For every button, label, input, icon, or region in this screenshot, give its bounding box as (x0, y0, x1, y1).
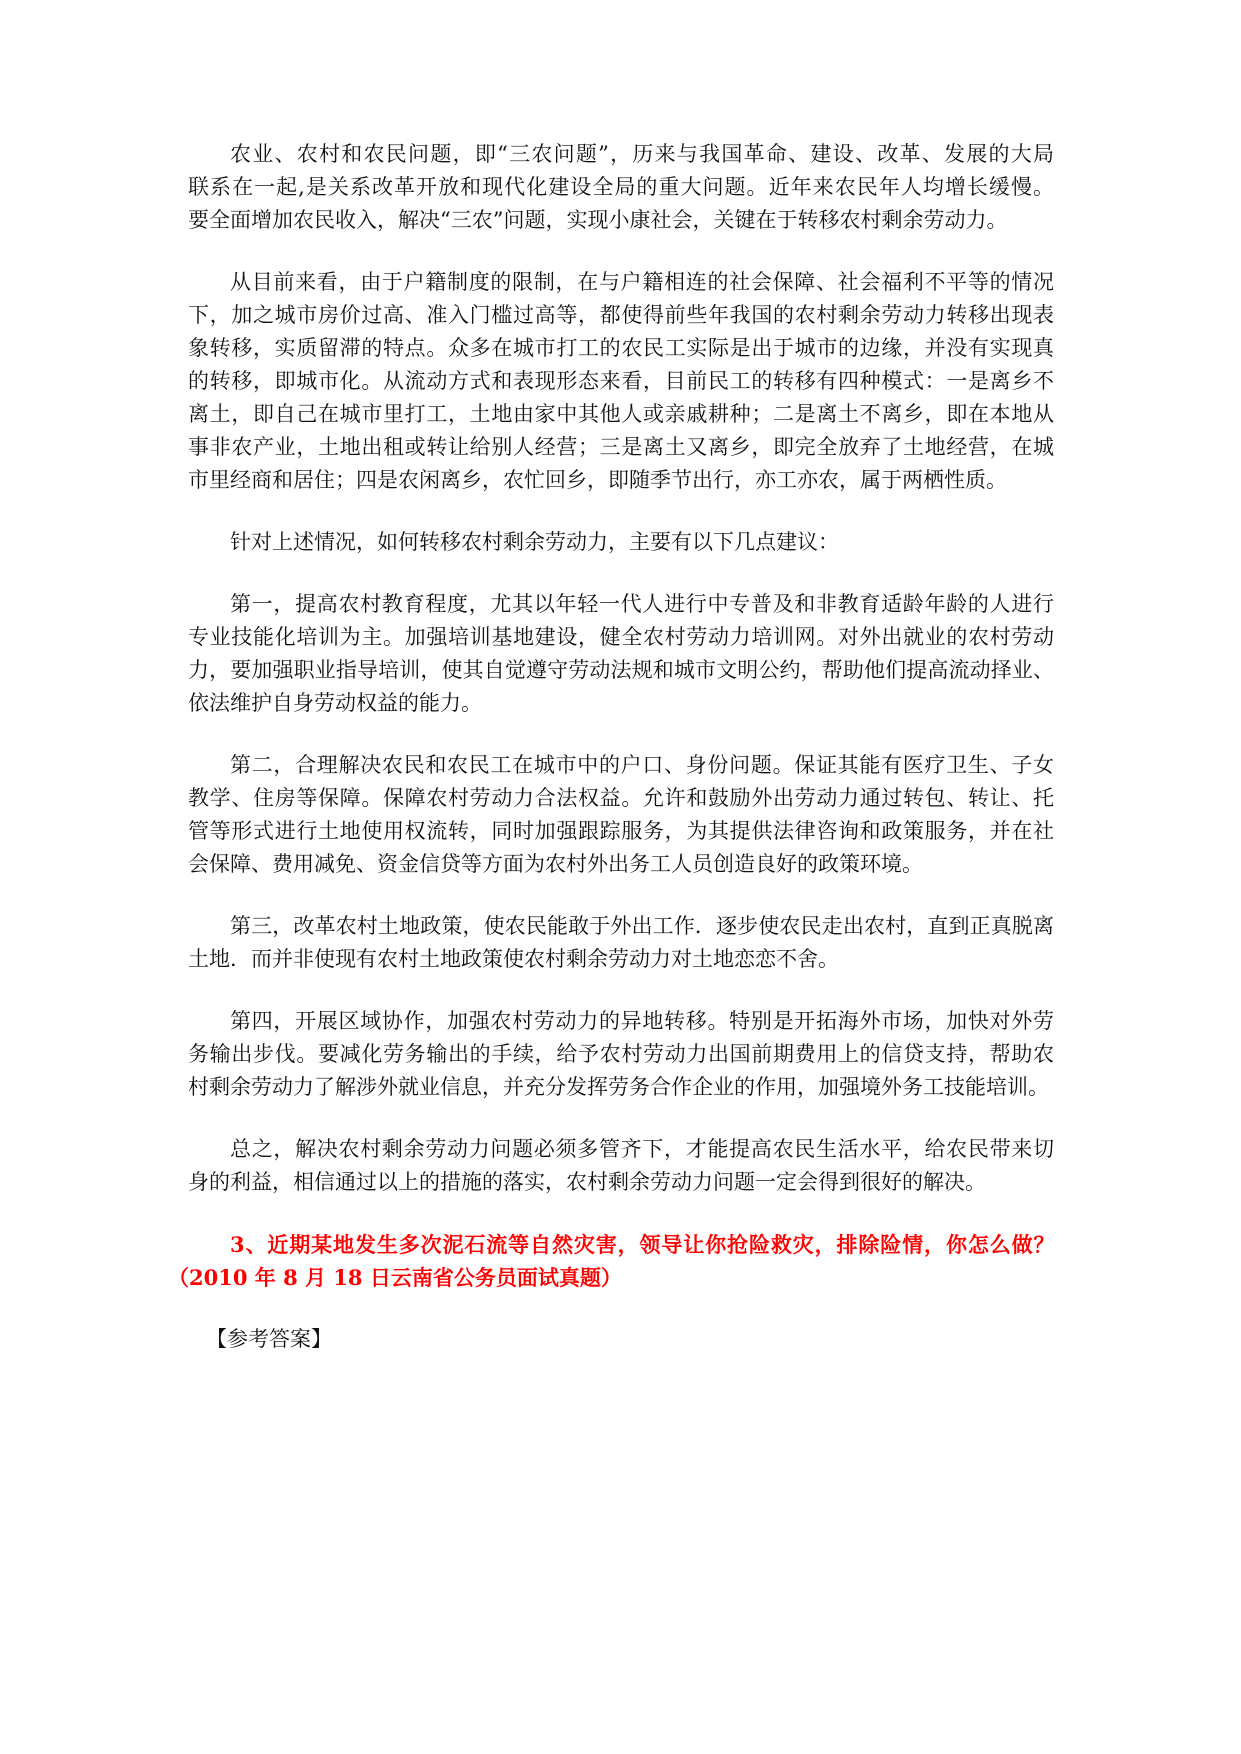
paragraph (188, 1133, 1054, 1199)
paragraph (188, 266, 1054, 497)
paragraph-line: 离土，即自己在城市里打工，土地由家中其他人或亲戚耕种；二是离土不离乡，即在本地从 (188, 402, 1054, 426)
answer-label: 【参考答案】 (206, 1327, 332, 1351)
paragraph-line: 农业、农村和农民问题，即“三农问题”，历来与我国革命、建设、改革、发展的大局 (230, 142, 1054, 166)
paragraph-line: 的转移，即城市化。从流动方式和表现形态来看，目前民工的转移有四种模式：一是离乡不 (188, 369, 1054, 393)
paragraph (188, 138, 1054, 237)
paragraph (188, 588, 1054, 720)
paragraph-line: 事非农产业，土地出租或转让给别人经营；三是离土又离乡，即完全放弃了土地经营，在城 (188, 435, 1054, 459)
paragraph-line: 第三，改革农村土地政策，使农民能敢于外出工作．逐步使农民走出农村，直到正真脱离 (230, 914, 1054, 938)
paragraph-line: 联系在一起,是关系改革开放和现代化建设全局的重大问题。近年来农民年人均增长缓慢。 (188, 175, 1054, 199)
paragraph-line: 教学、住房等保障。保障农村劳动力合法权益。允许和鼓励外出劳动力通过转包、转让、托 (188, 786, 1054, 810)
paragraph-line: 要全面增加农民收入，解决“三农”问题，实现小康社会，关键在于转移农村剩余劳动力。 (188, 208, 1008, 232)
paragraph-line: 会保障、费用减免、资金信贷等方面为农村外出务工人员创造良好的政策环境。 (188, 852, 923, 876)
paragraph-line: 下，加之城市房价过高、准入门槛过高等，都使得前些年我国的农村剩余劳动力转移出现表 (188, 303, 1054, 327)
paragraph-line: 村剩余劳动力了解涉外就业信息，并充分发挥劳务合作企业的作用，加强境外务工技能培训。 (188, 1075, 1049, 1099)
paragraph-line: 管等形式进行土地使用权流转，同时加强跟踪服务，为其提供法律咨询和政策服务，并在社 (188, 819, 1054, 843)
question-heading (168, 1228, 1054, 1294)
paragraph-line: 总之，解决农村剩余劳动力问题必须多管齐下，才能提高农民生活水平，给农民带来切 (230, 1137, 1054, 1161)
question-source: （2010 年 8 月 18 日云南省公务员面试真题） (168, 1265, 622, 1290)
paragraph-line: 专业技能化培训为主。加强培训基地建设，健全农村劳动力培训网。对外出就业的农村劳动 (188, 625, 1054, 649)
paragraph-line: 务输出步伐。要减化劳务输出的手续，给予农村劳动力出国前期费用上的信贷支持，帮助农 (188, 1042, 1054, 1066)
paragraph-line: 市里经商和居住；四是农闲离乡，农忙回乡，即随季节出行，亦工亦农，属于两栖性质。 (188, 468, 1007, 492)
paragraph-line: 第二，合理解决农民和农民工在城市中的户口、身份问题。保证其能有医疗卫生、子女 (230, 753, 1054, 777)
paragraph-line: 土地．而并非使现有农村土地政策使农村剩余劳动力对土地恋恋不舍。 (188, 947, 839, 971)
paragraph-line: 象转移，实质留滞的特点。众多在城市打工的农民工实际是出于城市的边缘，并没有实现真 (188, 336, 1054, 360)
paragraph-line: 身的利益，相信通过以上的措施的落实，农村剩余劳动力问题一定会得到很好的解决。 (188, 1170, 986, 1194)
paragraph (188, 526, 1054, 559)
paragraph (188, 749, 1054, 881)
document-body (168, 138, 1054, 1356)
paragraph (188, 910, 1054, 976)
paragraph (188, 1005, 1054, 1104)
paragraph-line: 力，要加强职业指导培训，使其自觉遵守劳动法规和城市文明公约，帮助他们提高流动择业、 (188, 658, 1054, 682)
paragraph-line: 依法维护自身劳动权益的能力。 (188, 691, 482, 715)
paragraph-line: 第一，提高农村教育程度，尤其以年轻一代人进行中专普及和非教育适龄年龄的人进行 (230, 592, 1054, 616)
paragraph-line: 从目前来看，由于户籍制度的限制，在与户籍相连的社会保障、社会福利不平等的情况 (230, 270, 1054, 294)
paragraph-line: 第四，开展区域协作，加强农村劳动力的异地转移。特别是开拓海外市场，加快对外劳 (230, 1009, 1054, 1033)
question-line-1: 3、近期某地发生多次泥石流等自然灾害，领导让你抢险救灾，排除险情，你怎么做？ (230, 1232, 1054, 1257)
paragraph-line: 针对上述情况，如何转移农村剩余劳动力，主要有以下几点建议： (230, 530, 839, 554)
